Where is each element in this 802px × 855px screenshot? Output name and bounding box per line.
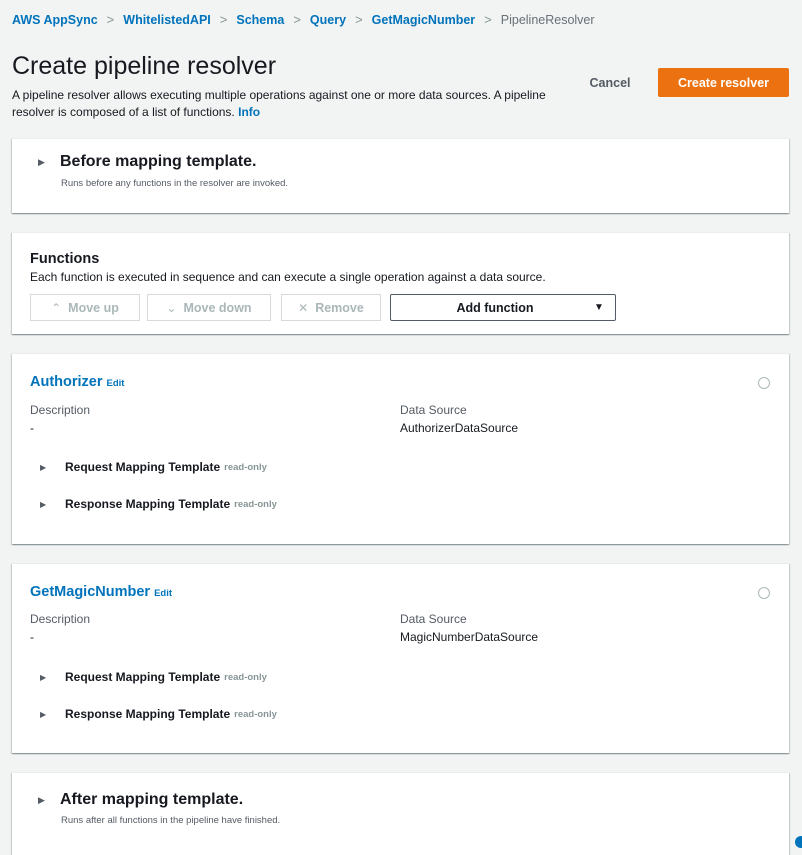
after-mapping-template-panel — [12, 772, 789, 855]
function-name-link[interactable]: GetMagicNumber — [30, 584, 151, 600]
description-value: - — [30, 630, 34, 644]
response-mapping-template-toggle[interactable] — [40, 707, 277, 721]
after-mapping-template-subtitle: Runs after all functions in the pipeline have finished. — [61, 815, 281, 826]
page-title: Create pipeline resolver — [12, 52, 277, 80]
before-mapping-template-panel — [12, 138, 789, 213]
page-description — [12, 87, 552, 121]
move-down-label: Move down — [183, 300, 252, 315]
breadcrumb-query[interactable]: Query — [309, 12, 347, 27]
move-down-button[interactable] — [147, 294, 271, 321]
functions-title: Functions — [30, 251, 100, 267]
caret-right-icon: ▶ — [38, 794, 45, 805]
after-mapping-template-toggle[interactable] — [38, 791, 243, 809]
read-only-badge: read-only — [234, 708, 277, 720]
caret-down-icon: ▼ — [594, 302, 604, 313]
request-mapping-template-title: Request Mapping Template — [65, 670, 221, 684]
request-mapping-template-title: Request Mapping Template — [65, 460, 221, 474]
move-up-button[interactable] — [30, 294, 140, 321]
response-mapping-template-toggle[interactable] — [40, 497, 277, 511]
response-mapping-template-title: Response Mapping Template — [65, 497, 231, 511]
after-mapping-template-title: After mapping template. — [60, 791, 244, 808]
function-select-radio[interactable] — [758, 587, 770, 599]
functions-description: Each function is executed in sequence and can execute a single operation against a data source. — [30, 270, 546, 284]
chevron-right-icon: > — [355, 12, 363, 27]
remove-button[interactable] — [281, 294, 381, 321]
before-mapping-template-title: Before mapping template. — [60, 153, 257, 170]
breadcrumb-current: PipelineResolver — [500, 12, 595, 27]
chevron-right-icon: > — [219, 12, 228, 27]
read-only-badge: read-only — [224, 671, 267, 683]
caret-right-icon: ▶ — [40, 499, 47, 509]
function-card-authorizer[interactable] — [12, 353, 789, 544]
read-only-badge: read-only — [234, 498, 277, 510]
remove-label: Remove — [315, 300, 364, 315]
chevron-right-icon: > — [293, 12, 301, 27]
request-mapping-template-toggle[interactable] — [40, 670, 267, 684]
chevron-down-icon: ⌄ — [166, 300, 177, 315]
breadcrumb — [12, 12, 595, 27]
feedback-dot-icon[interactable] — [795, 836, 802, 848]
info-link[interactable]: Info — [238, 105, 261, 119]
description-label: Description — [30, 403, 91, 417]
data-source-label: Data Source — [400, 612, 467, 626]
breadcrumb-schema[interactable]: Schema — [236, 12, 285, 27]
chevron-up-icon: ⌃ — [51, 300, 62, 315]
chevron-right-icon: > — [484, 12, 492, 27]
cancel-button[interactable]: Cancel — [570, 70, 650, 96]
read-only-badge: read-only — [224, 461, 267, 473]
description-label: Description — [30, 612, 91, 626]
breadcrumb-field[interactable]: GetMagicNumber — [371, 12, 476, 27]
functions-panel — [12, 232, 789, 334]
function-select-radio[interactable] — [758, 377, 770, 389]
request-mapping-template-toggle[interactable] — [40, 460, 267, 474]
edit-link[interactable]: Edit — [106, 378, 125, 389]
data-source-value: AuthorizerDataSource — [400, 421, 519, 435]
function-name — [30, 584, 172, 600]
breadcrumb-api[interactable]: WhitelistedAPI — [123, 12, 211, 27]
chevron-right-icon: > — [106, 12, 115, 27]
page-description-text: A pipeline resolver allows executing multiple operations against one or more data sources. A pipeline resolver is composed of a list of functions. — [12, 88, 546, 119]
caret-right-icon: ▶ — [40, 672, 47, 682]
move-up-label: Move up — [68, 300, 119, 315]
response-mapping-template-title: Response Mapping Template — [65, 707, 231, 721]
add-function-label: Add function — [456, 300, 534, 315]
before-mapping-template-toggle[interactable] — [38, 153, 256, 171]
caret-right-icon: ▶ — [38, 156, 45, 167]
function-name — [30, 374, 124, 390]
function-card-getmagicnumber[interactable] — [12, 563, 789, 753]
add-function-dropdown[interactable] — [390, 294, 616, 321]
edit-link[interactable]: Edit — [154, 588, 173, 599]
data-source-label: Data Source — [400, 403, 467, 417]
breadcrumb-appsync[interactable]: AWS AppSync — [12, 12, 98, 27]
caret-right-icon: ▶ — [40, 709, 47, 719]
close-icon: ✕ — [298, 300, 309, 315]
caret-right-icon: ▶ — [40, 462, 47, 472]
function-name-link[interactable]: Authorizer — [30, 374, 103, 390]
data-source-value: MagicNumberDataSource — [400, 630, 539, 644]
description-value: - — [30, 421, 34, 435]
before-mapping-template-subtitle: Runs before any functions in the resolver are invoked. — [61, 178, 289, 189]
create-resolver-button[interactable]: Create resolver — [658, 68, 789, 97]
